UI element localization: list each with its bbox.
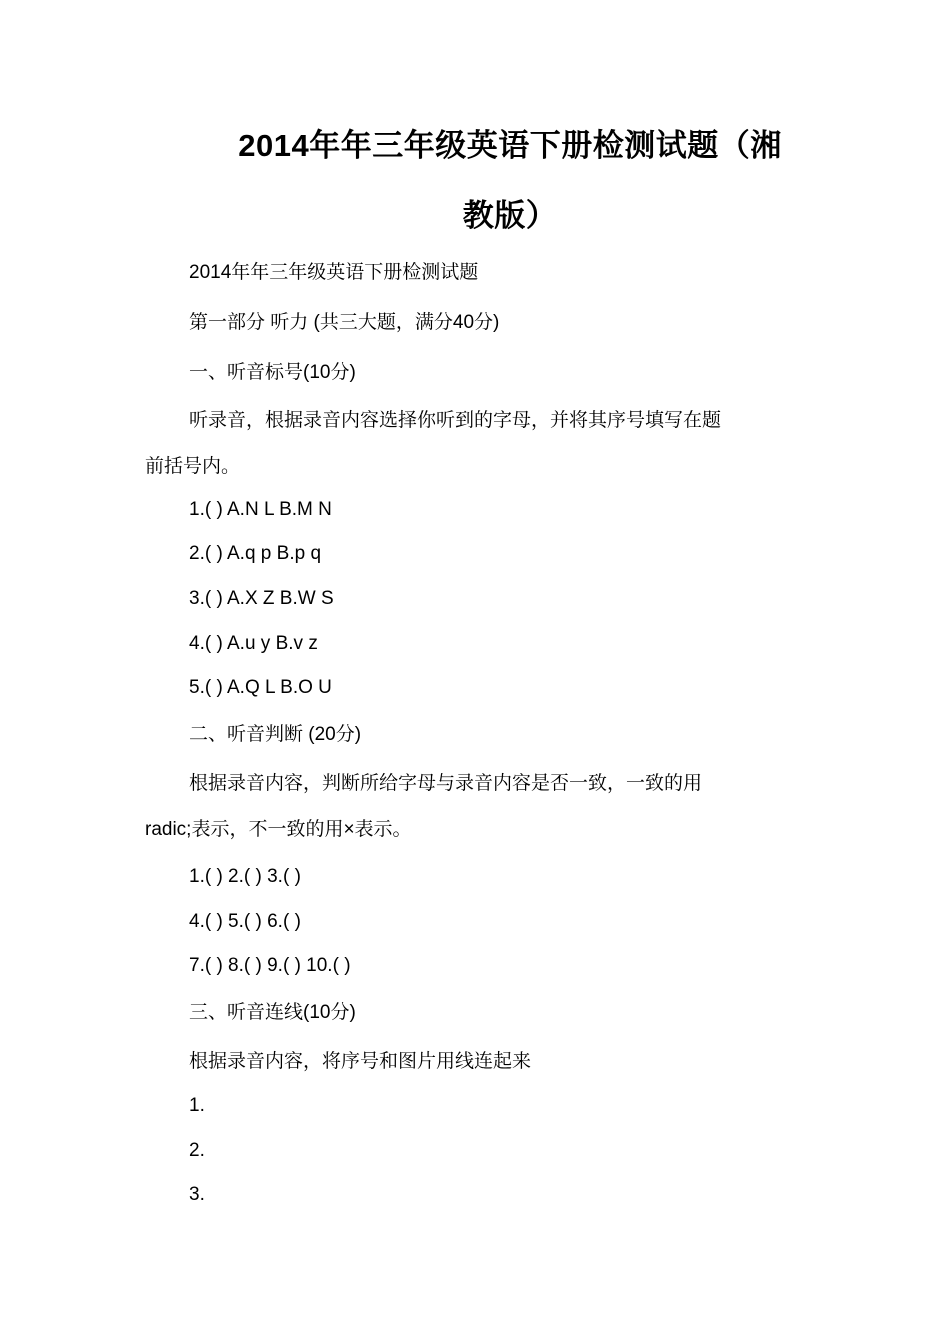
instruction-line: 前括号内。 [145,456,241,477]
question-item: 2.( ) A.q p B.p q [189,543,322,564]
question-item: 4.( ) 5.( ) 6.( ) [189,911,301,932]
question-item: 1. [189,1095,205,1116]
section-heading-1: 一、听音标号(10分) [189,362,356,383]
question-item: 4.( ) A.u y B.v z [189,633,318,654]
question-item: 1.( ) 2.( ) 3.( ) [189,866,301,887]
instruction-line: 根据录音内容，将序号和图片用线连起来 [189,1051,532,1072]
section-heading-2: 二、听音判断 (20分) [189,724,362,745]
question-item: 3. [189,1184,205,1205]
question-item: 5.( ) A.Q L B.O U [189,677,332,698]
title-line-2: 教版） [462,198,558,233]
title-line-1: 2014年年三年级英语下册检测试题（湘 [238,128,782,163]
question-item: 7.( ) 8.( ) 9.( ) 10.( ) [189,955,351,976]
question-item: 2. [189,1140,205,1161]
instruction-line: radic;表示，不一致的用×表示。 [145,819,412,840]
question-item: 1.( ) A.N L B.M N [189,499,332,520]
instruction-line: 根据录音内容，判断所给字母与录音内容是否一致，一致的用 [189,773,703,794]
part-heading: 第一部分 听力 (共三大题，满分40分) [189,312,500,333]
section-heading-3: 三、听音连线(10分) [189,1002,356,1023]
subtitle-line: 2014年年三年级英语下册检测试题 [189,262,479,283]
question-item: 3.( ) A.X Z B.W S [189,588,334,609]
instruction-line: 听录音，根据录音内容选择你听到的字母，并将其序号填写在题 [189,410,722,431]
